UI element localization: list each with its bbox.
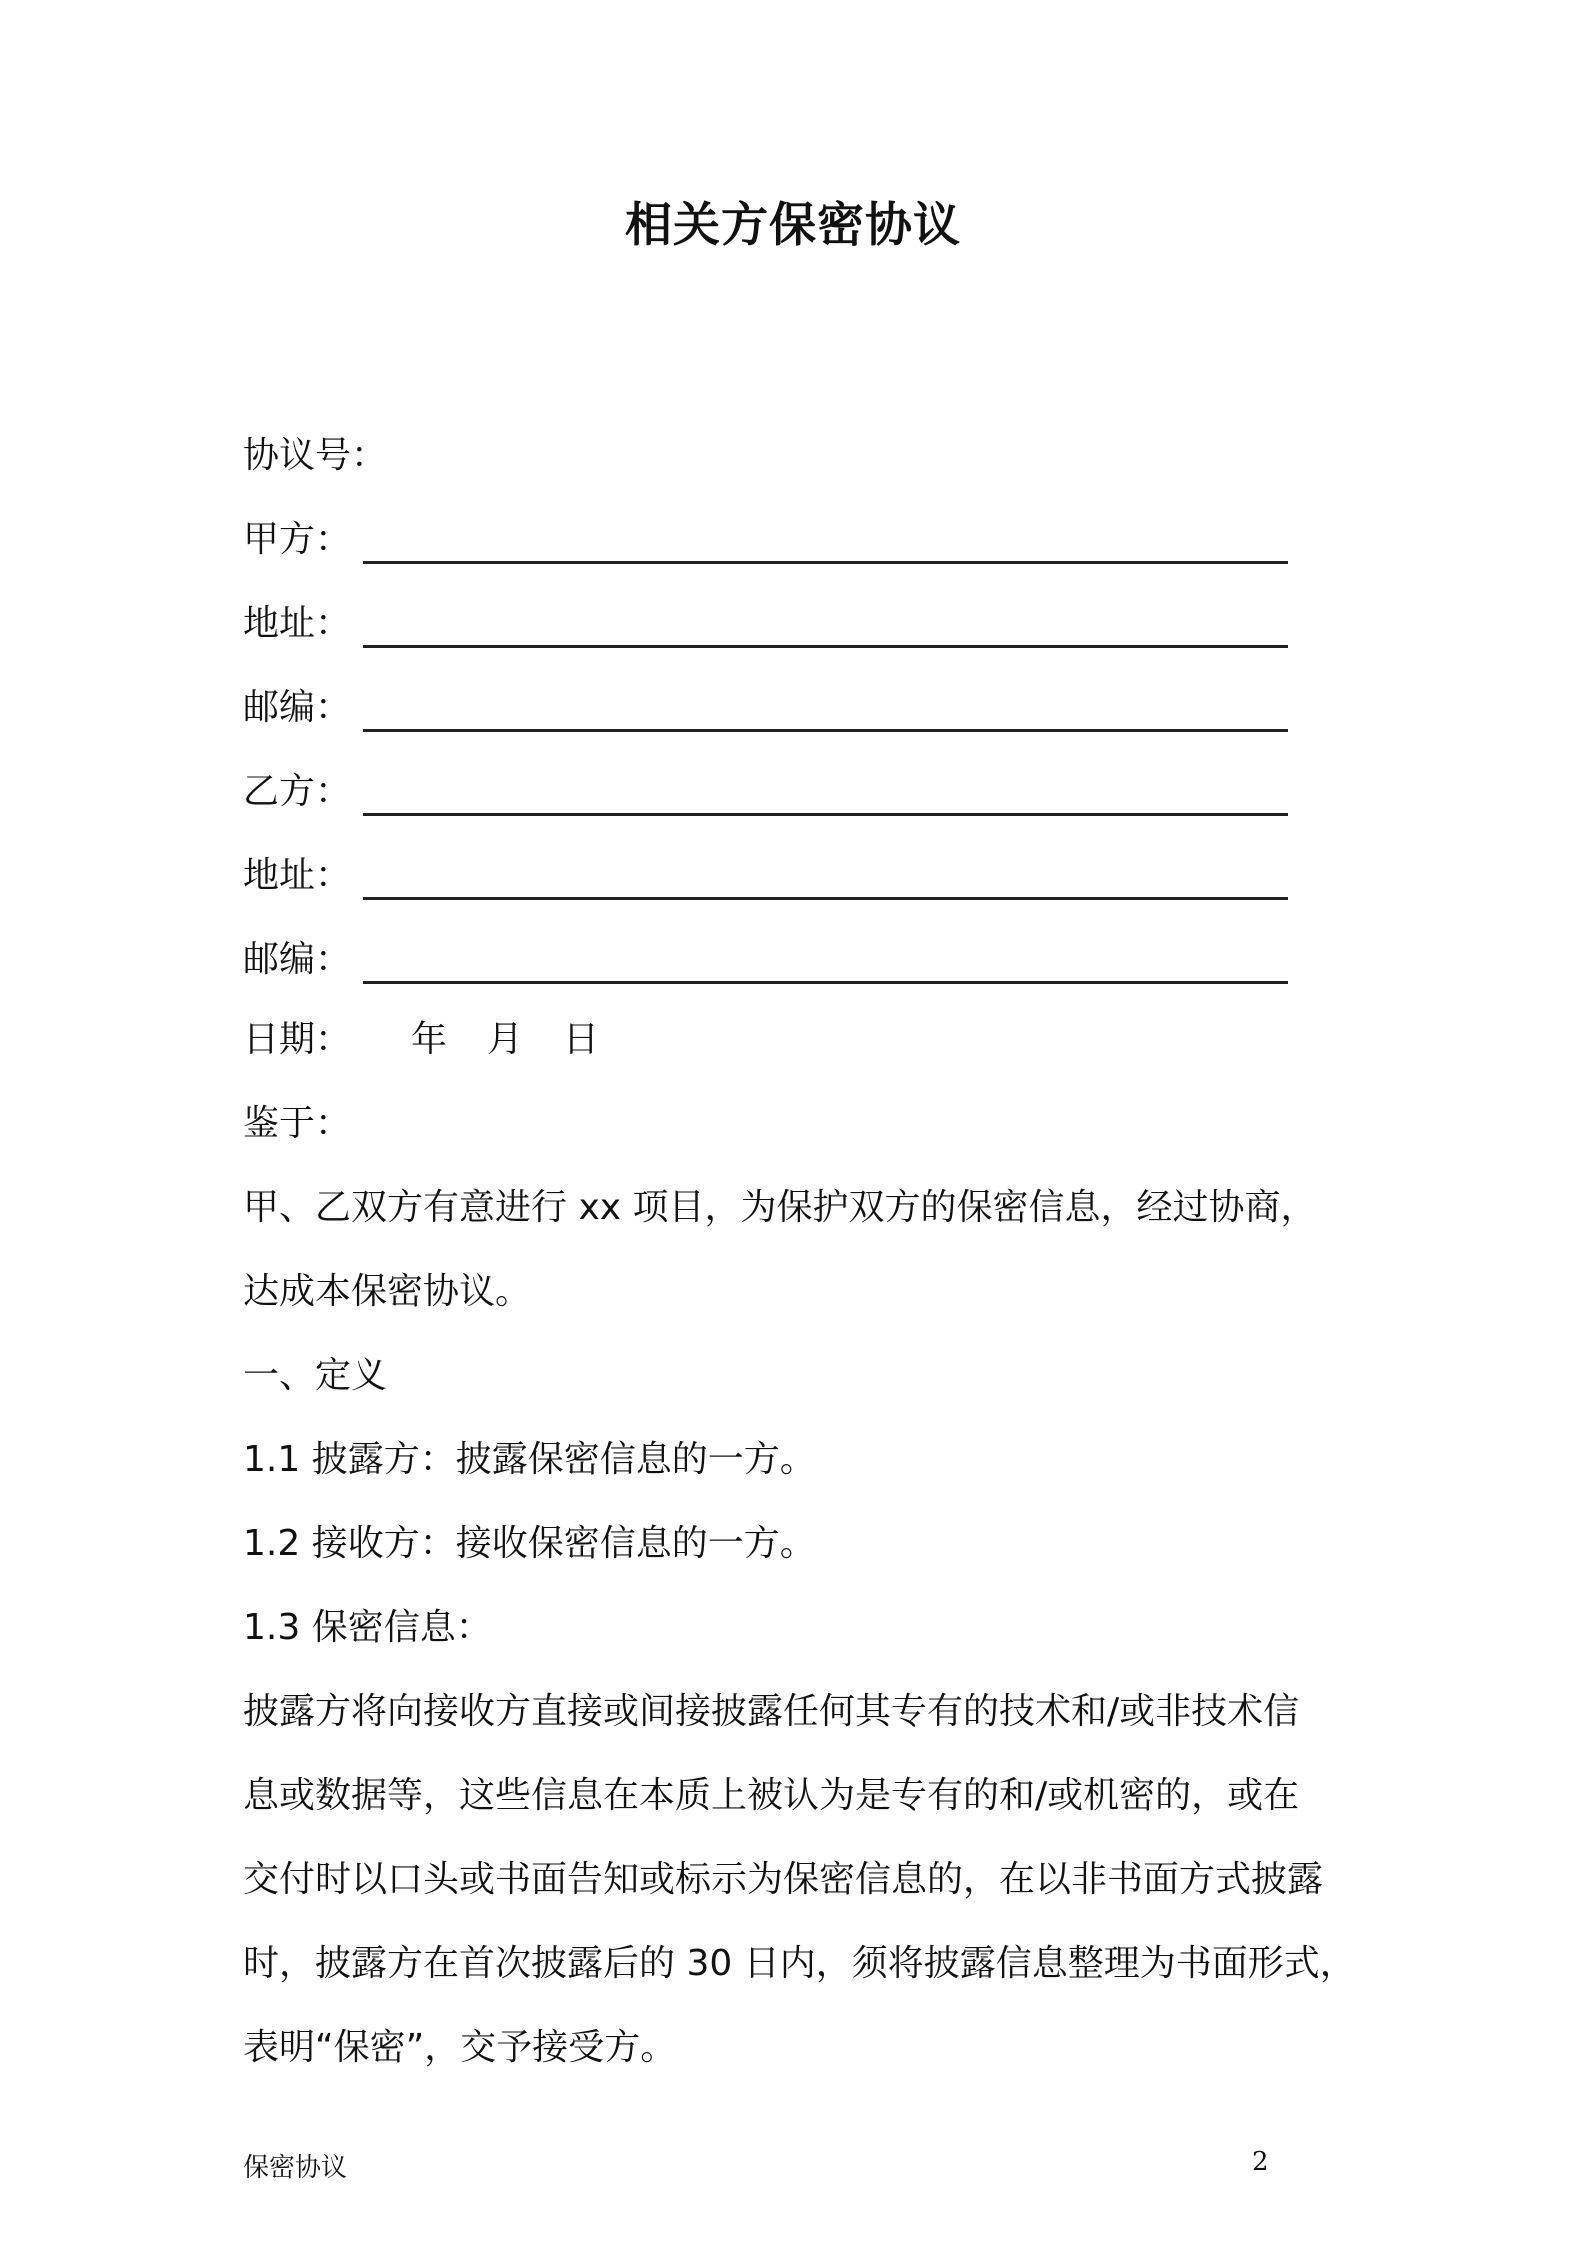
date-day: 日 [563, 1019, 600, 1060]
whereas-label: 鉴于： [243, 1103, 352, 1144]
party-b-address-blank [363, 859, 1288, 900]
definition-1-3-line-3: 交付时以口头或书面告知或标示为保密信息的，在以非书面方式披露 [243, 1859, 1324, 1900]
definition-1-3-line-2: 息或数据等，这些信息在本质上被认为是专有的和/或机密的，或在 [243, 1775, 1300, 1816]
date-month: 月 [487, 1019, 524, 1060]
party-a-name-blank [363, 523, 1288, 564]
intro-line-2: 达成本保密协议。 [243, 1271, 532, 1312]
definition-1-1: 1.1 披露方：披露保密信息的一方。 [243, 1439, 816, 1480]
party-b-name-field [243, 768, 1288, 816]
date-label: 日期： [243, 1019, 352, 1060]
party-b-name-label: 乙方： [243, 771, 352, 812]
date-line [243, 1016, 599, 1064]
party-b-postcode-label: 邮编： [243, 939, 352, 980]
party-a-postcode-blank [363, 691, 1288, 732]
agreement-number-label: 协议号： [243, 435, 388, 476]
document-title: 相关方保密协议 [625, 198, 961, 253]
party-a-address-blank [363, 607, 1288, 648]
definition-1-2: 1.2 接收方：接收保密信息的一方。 [243, 1523, 816, 1564]
party-a-postcode-label: 邮编： [243, 687, 352, 728]
party-b-address-field [243, 852, 1288, 900]
definition-1-3-line-5: 表明“保密”，交予接受方。 [243, 2027, 677, 2068]
party-a-postcode-field [243, 684, 1288, 732]
footer-page-number: 2 [1252, 2147, 1269, 2177]
party-b-postcode-blank [363, 943, 1288, 984]
section-1-heading: 一、定义 [243, 1355, 388, 1396]
party-a-address-field [243, 600, 1288, 648]
footer-doc-name: 保密协议 [243, 2153, 348, 2183]
definition-1-3: 1.3 保密信息： [243, 1607, 492, 1648]
party-a-address-label: 地址： [243, 603, 352, 644]
party-b-postcode-field [243, 936, 1288, 984]
definition-1-3-line-1: 披露方将向接收方直接或间接披露任何其专有的技术和/或非技术信 [243, 1691, 1300, 1732]
party-a-name-label: 甲方： [243, 519, 352, 560]
party-a-name-field [243, 516, 1288, 564]
definition-1-3-line-4: 时，披露方在首次披露后的 30 日内，须将披露信息整理为书面形式， [243, 1943, 1356, 1984]
date-year: 年 [411, 1019, 448, 1060]
party-b-address-label: 地址： [243, 855, 352, 896]
intro-line-1: 甲、乙双方有意进行 xx 项目，为保护双方的保密信息，经过协商， [243, 1187, 1317, 1228]
party-b-name-blank [363, 775, 1288, 816]
